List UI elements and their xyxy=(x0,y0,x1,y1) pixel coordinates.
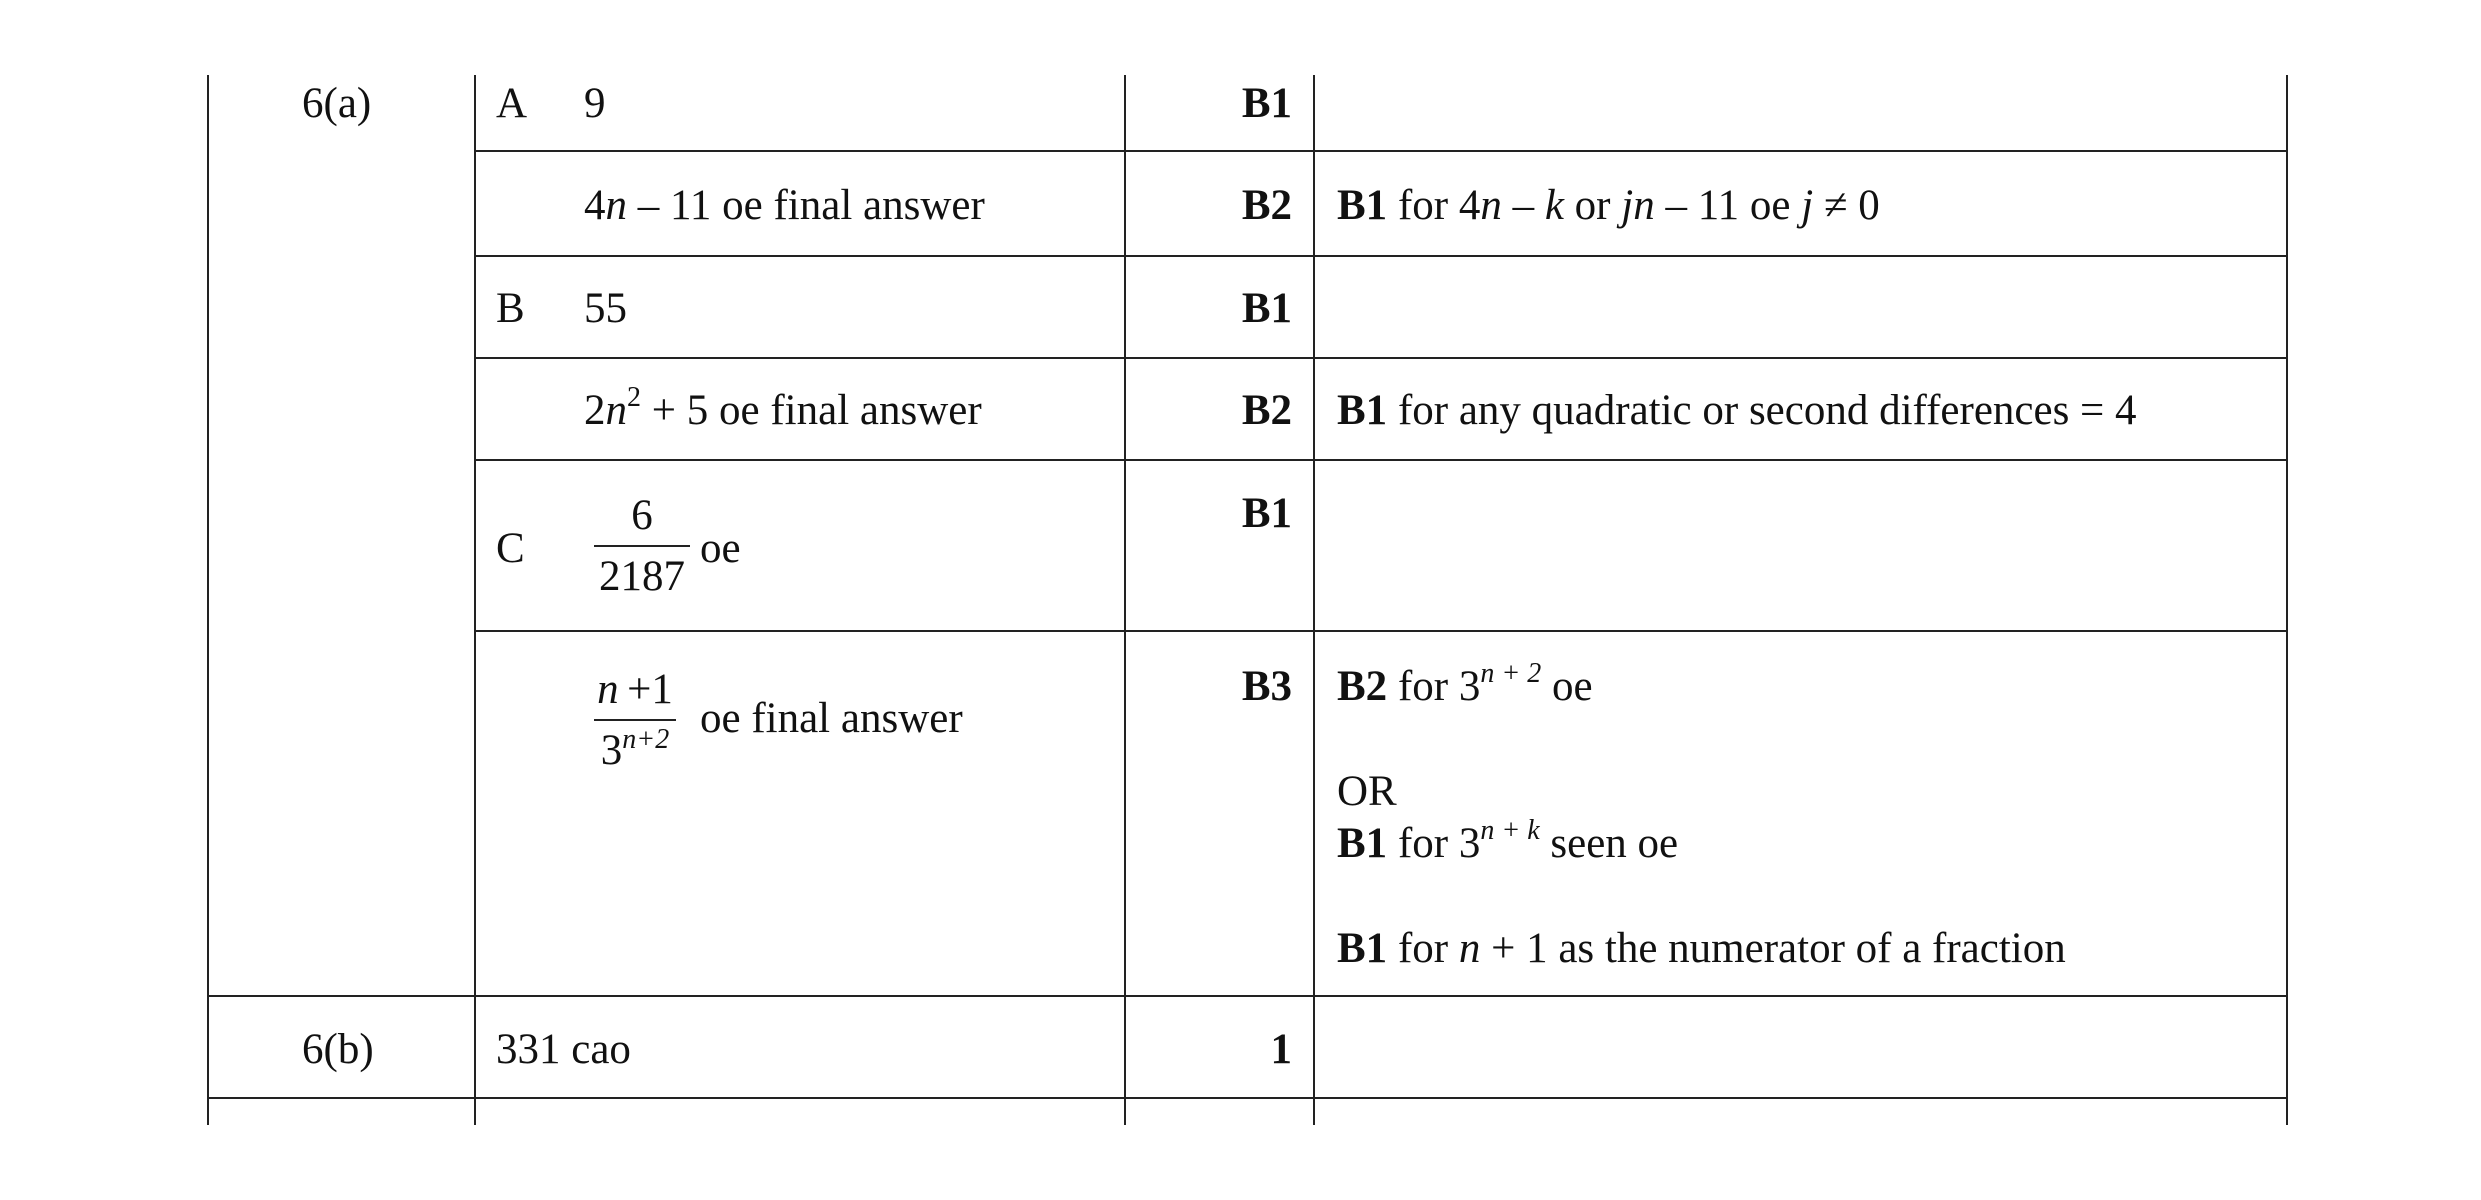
mark: B1 xyxy=(1241,490,1292,537)
answer-suffix: oe final answer xyxy=(700,695,963,742)
column-divider xyxy=(207,75,209,1125)
fraction-bar xyxy=(594,545,690,547)
guidance: B2 for $3^{n + 2}$ oe xyxy=(1337,658,1593,710)
mark: B1 xyxy=(1241,80,1292,127)
mark: B3 xyxy=(1241,663,1292,710)
question-number: 6(a) xyxy=(302,80,372,127)
part-label: C xyxy=(496,525,525,572)
guidance: B1 for 4n – k or jn – 11 oe j ≠ 0 xyxy=(1337,182,1880,229)
fraction-bar xyxy=(594,719,676,721)
answer: 55 xyxy=(584,285,627,332)
numerator: 6 xyxy=(631,492,653,539)
column-divider xyxy=(2286,75,2288,1125)
answer: 331 cao xyxy=(496,1026,631,1073)
part-label: B xyxy=(496,285,525,332)
row-divider xyxy=(474,255,2288,257)
part-label: A xyxy=(496,80,528,127)
column-divider xyxy=(1124,75,1126,1125)
question-number: 6(b) xyxy=(302,1026,374,1073)
guidance: B1 for $3^{n + k}$ seen oe xyxy=(1337,815,1679,867)
column-divider xyxy=(474,75,476,1125)
mark: B2 xyxy=(1241,182,1292,229)
answer: $2n^2 + 5$ oe final answer xyxy=(584,382,982,434)
mark: B1 xyxy=(1241,285,1292,332)
fraction xyxy=(594,668,676,772)
row-divider xyxy=(474,459,2288,461)
numerator: n +1 xyxy=(597,666,673,713)
row-divider xyxy=(207,1097,2288,1099)
answer: 4n – 11 oe final answer xyxy=(584,182,985,229)
mark: B2 xyxy=(1241,387,1292,434)
guidance: B1 for any quadratic or second differences = 4 xyxy=(1337,387,2137,434)
answer-suffix: oe xyxy=(700,525,741,572)
guidance: B1 for n + 1 as the numerator of a fraction xyxy=(1337,925,2066,972)
column-divider xyxy=(1313,75,1315,1125)
denominator: 2187 xyxy=(599,553,685,600)
row-divider xyxy=(474,357,2288,359)
answer: 9 xyxy=(584,80,606,127)
denominator: $3^{n+2}$ xyxy=(600,724,670,774)
row-divider xyxy=(474,630,2288,632)
guidance-or: OR xyxy=(1337,768,1397,815)
row-divider xyxy=(207,995,2288,997)
row-divider xyxy=(474,150,2288,152)
fraction xyxy=(594,494,690,598)
mark: 1 xyxy=(1270,1026,1292,1073)
